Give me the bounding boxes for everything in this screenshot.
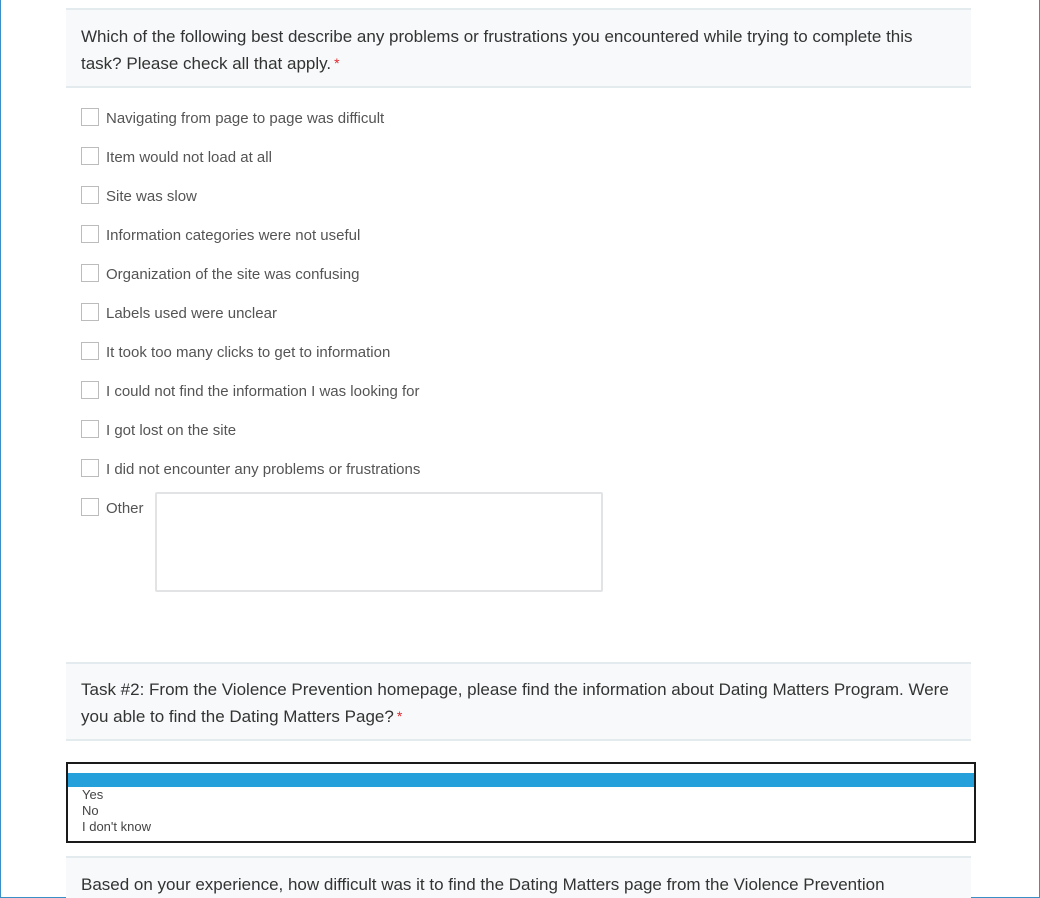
option-label: Navigating from page to page was difficult xyxy=(106,110,385,127)
checkbox[interactable] xyxy=(81,420,99,438)
option-no-problems[interactable] xyxy=(81,461,420,481)
option-label: Item would not load at all xyxy=(106,149,272,166)
question-2-text: Task #2: From the Violence Prevention homepage, please find the information about Dating Matters Program. Were you able to find the Dating Matters Page? xyxy=(81,680,949,726)
option-label: Labels used were unclear xyxy=(106,305,277,322)
option-navigating-difficult[interactable] xyxy=(81,110,384,130)
option-label: Site was slow xyxy=(106,188,197,205)
checkbox[interactable] xyxy=(81,381,99,399)
listbox-option-no[interactable]: No xyxy=(82,803,99,818)
question-1-text: Which of the following best describe any problems or frustrations you encountered while trying to complete this task? Please check all that apply. xyxy=(81,27,913,73)
question-3-header xyxy=(66,856,971,898)
option-label: It took too many clicks to get to information xyxy=(106,344,391,361)
checkbox[interactable] xyxy=(81,303,99,321)
option-other[interactable] xyxy=(81,500,144,520)
listbox-option-blank-selected[interactable] xyxy=(68,773,974,787)
option-organization-confusing[interactable] xyxy=(81,266,359,286)
checkbox[interactable] xyxy=(81,342,99,360)
option-item-not-load[interactable] xyxy=(81,149,272,169)
required-mark: * xyxy=(334,55,340,71)
question-2-select-listbox[interactable] xyxy=(66,762,976,843)
required-mark: * xyxy=(396,708,403,724)
option-site-slow[interactable] xyxy=(81,188,197,208)
option-categories-not-useful[interactable] xyxy=(81,227,360,247)
option-label: Information categories were not useful xyxy=(106,227,361,244)
option-label: Other xyxy=(106,500,144,517)
question-3-text: Based on your experience, how difficult was it to find the Dating Matters page from the Violence Prevention xyxy=(81,875,885,894)
option-label: I could not find the information I was looking for xyxy=(106,383,420,400)
listbox-option-dont-know[interactable]: I don't know xyxy=(82,819,151,834)
checkbox[interactable] xyxy=(81,459,99,477)
option-labels-unclear[interactable] xyxy=(81,305,277,325)
option-label: Organization of the site was confusing xyxy=(106,266,360,283)
checkbox[interactable] xyxy=(81,186,99,204)
question-2-header xyxy=(66,662,971,741)
option-got-lost[interactable] xyxy=(81,422,236,442)
option-label: I did not encounter any problems or frustrations xyxy=(106,461,421,478)
checkbox[interactable] xyxy=(81,225,99,243)
checkbox[interactable] xyxy=(81,147,99,165)
checkbox[interactable] xyxy=(81,108,99,126)
option-could-not-find[interactable] xyxy=(81,383,420,403)
question-1-header xyxy=(66,8,971,88)
listbox-option-yes[interactable]: Yes xyxy=(82,787,104,802)
other-text-input[interactable] xyxy=(155,492,603,592)
checkbox[interactable] xyxy=(81,264,99,282)
checkbox[interactable] xyxy=(81,498,99,516)
option-label: I got lost on the site xyxy=(106,422,237,439)
option-too-many-clicks[interactable] xyxy=(81,344,390,364)
